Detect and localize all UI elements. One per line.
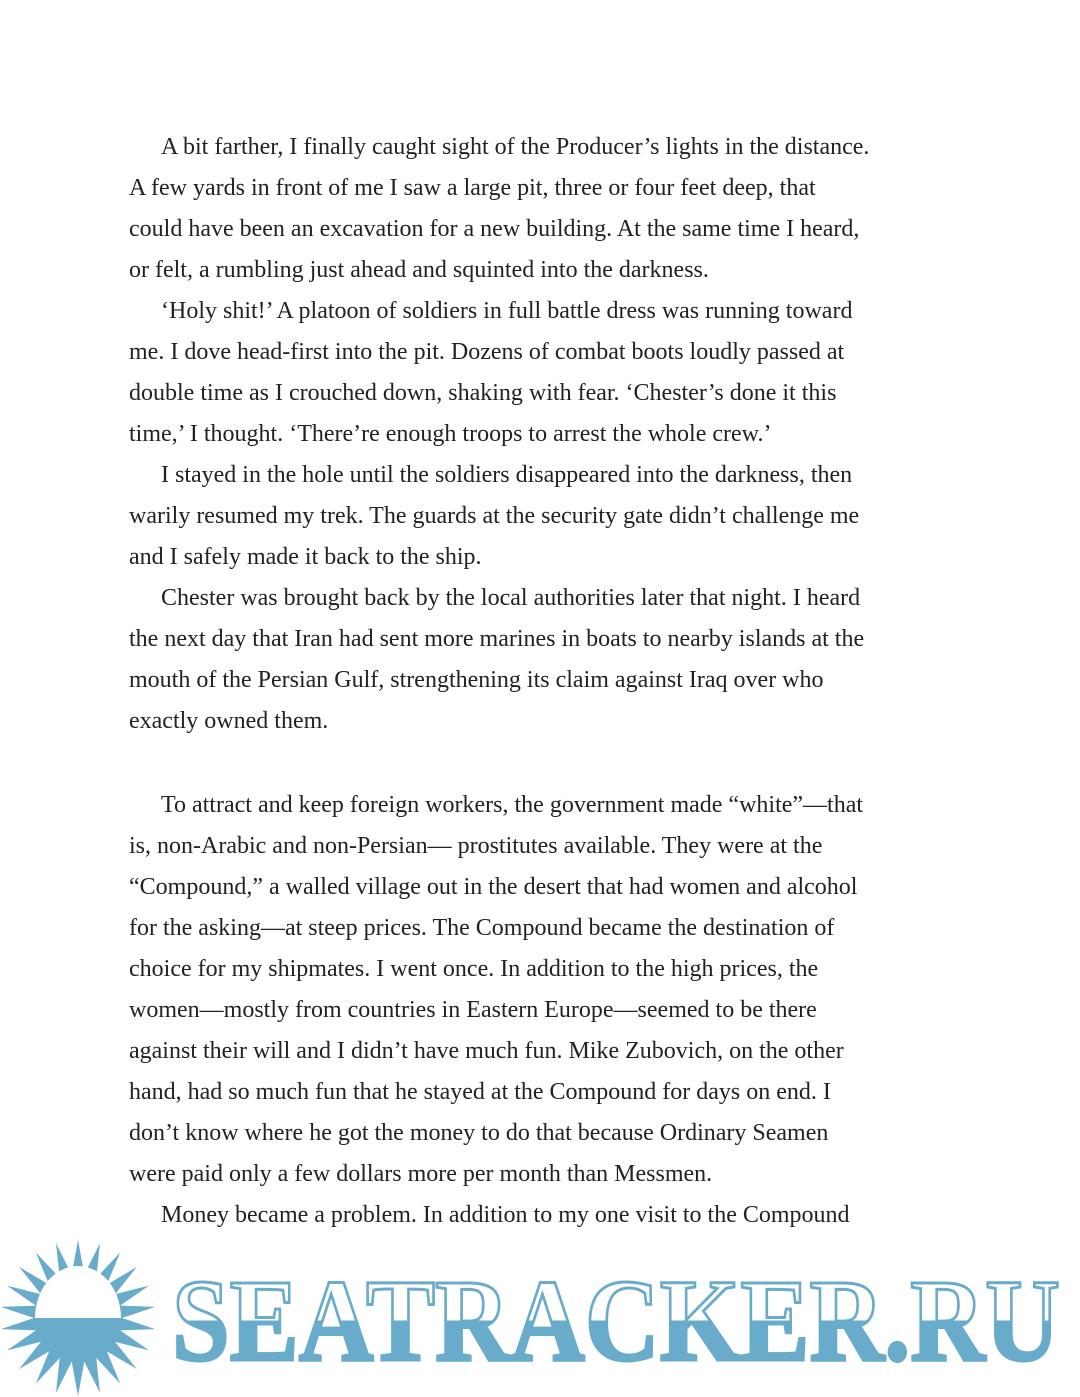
text-line: choice for my shipmates. I went once. In addition to the high prices, the bbox=[129, 956, 819, 982]
sun-icon bbox=[1, 1240, 155, 1396]
text-line: and I safely made it back to the ship. bbox=[129, 544, 482, 570]
text-line: were paid only a few dollars more per month than Messmen. bbox=[129, 1161, 713, 1187]
section-break bbox=[129, 742, 959, 785]
text-line: mouth of the Persian Gulf, strengthening its claim against Iraq over who bbox=[129, 667, 824, 693]
paragraph-3 bbox=[129, 455, 959, 578]
text-line: ‘Holy shit!’ A platoon of soldiers in full battle dress was running toward bbox=[161, 298, 853, 324]
text-line: or felt, a rumbling just ahead and squinted into the darkness. bbox=[129, 257, 709, 283]
document-body bbox=[129, 127, 959, 1236]
text-line: Money became a problem. In addition to my one visit to the Compound bbox=[161, 1202, 850, 1228]
text-line: I stayed in the hole until the soldiers disappeared into the darkness, then bbox=[161, 462, 853, 488]
text-line: double time as I crouched down, shaking with fear. ‘Chester’s done it this bbox=[129, 380, 837, 406]
text-line: To attract and keep foreign workers, the government made “white”—that bbox=[161, 792, 864, 818]
text-line: women—mostly from countries in Eastern Europe—seemed to be there bbox=[129, 997, 817, 1023]
paragraph-2 bbox=[129, 291, 959, 455]
text-line: Chester was brought back by the local authorities later that night. I heard bbox=[161, 585, 861, 611]
text-line: hand, had so much fun that he stayed at the Compound for days on end. I bbox=[129, 1079, 831, 1105]
text-line: A bit farther, I finally caught sight of the Producer’s lights in the distance. bbox=[161, 134, 870, 160]
text-line: warily resumed my trek. The guards at the security gate didn’t challenge me bbox=[129, 503, 860, 529]
watermark-text: SEATRACKER.RU bbox=[172, 1255, 1060, 1386]
text-line: exactly owned them. bbox=[129, 708, 329, 734]
text-line: “Compound,” a walled village out in the desert that had women and alcohol bbox=[129, 874, 858, 900]
text-line: against their will and I didn’t have much fun. Mike Zubovich, on the other bbox=[129, 1038, 844, 1064]
paragraph-6 bbox=[129, 1195, 959, 1236]
text-line: could have been an excavation for a new building. At the same time I heard, bbox=[129, 216, 860, 242]
text-line: is, non-Arabic and non-Persian— prostitutes available. They were at the bbox=[129, 833, 823, 859]
watermark-logo bbox=[0, 1238, 1080, 1397]
text-line: me. I dove head-first into the pit. Dozens of combat boots loudly passed at bbox=[129, 339, 845, 365]
paragraph-4 bbox=[129, 578, 959, 742]
paragraph-5 bbox=[129, 785, 959, 1195]
text-line: the next day that Iran had sent more marines in boats to nearby islands at the bbox=[129, 626, 865, 652]
text-line: time,’ I thought. ‘There’re enough troops to arrest the whole crew.’ bbox=[129, 421, 772, 447]
text-line: for the asking—at steep prices. The Compound became the destination of bbox=[129, 915, 835, 941]
text-line: don’t know where he got the money to do that because Ordinary Seamen bbox=[129, 1120, 829, 1146]
paragraph-1 bbox=[129, 127, 959, 291]
text-line: A few yards in front of me I saw a large pit, three or four feet deep, that bbox=[129, 175, 816, 201]
